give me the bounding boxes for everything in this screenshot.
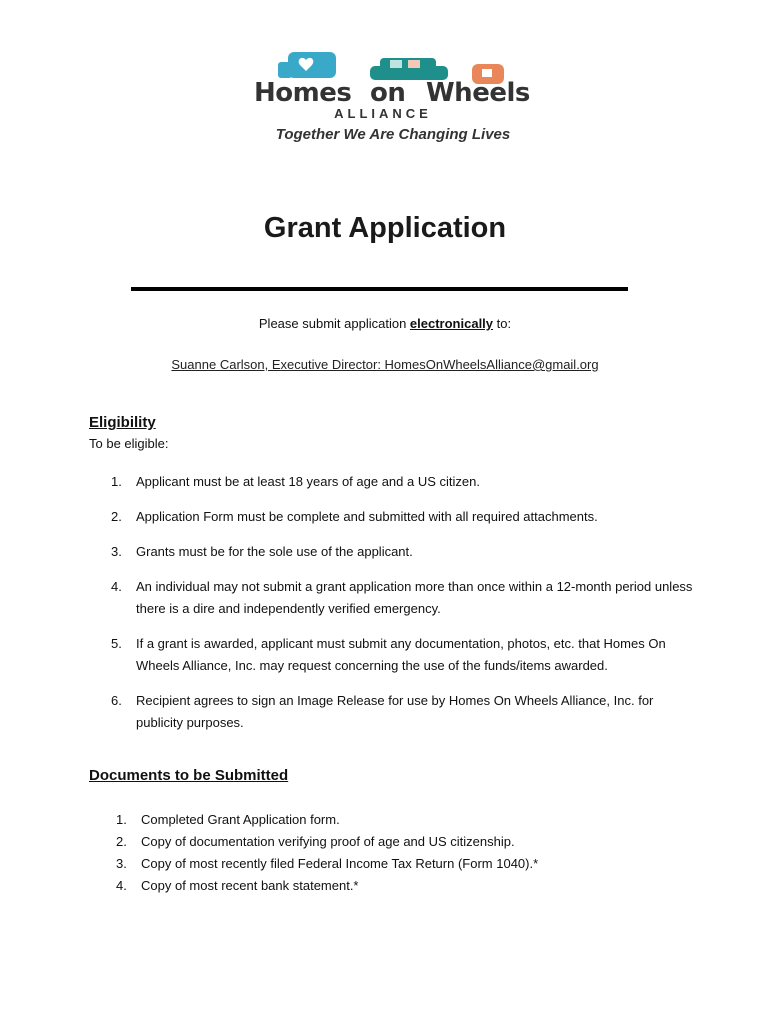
item-text: Copy of most recent bank statement.* (141, 878, 359, 893)
list-item (111, 633, 701, 677)
logo-tagline: Together We Are Changing Lives (275, 126, 511, 143)
title-divider (131, 287, 628, 291)
item-text: If a grant is awarded, applicant must submit any documentation, photos, etc. that Homes On Wheels Alliance, Inc. may request concerning the use of the funds/items awarded. (136, 636, 666, 673)
logo-word-on: on (370, 78, 406, 108)
list-item (116, 831, 676, 853)
item-text: Copy of documentation verifying proof of age and US citizenship. (141, 834, 515, 849)
list-item (111, 541, 701, 563)
item-number: 4. (116, 878, 127, 893)
item-text: Recipient agrees to sign an Image Release for use by Homes On Wheels Alliance, Inc. for publicity purposes. (136, 693, 654, 730)
list-item (116, 853, 676, 875)
item-number: 6. (111, 693, 122, 708)
list-item (111, 690, 701, 734)
list-item (111, 506, 701, 528)
passenger-icon (408, 60, 420, 68)
eligibility-list (111, 471, 701, 747)
logo-word-homes: Homes (254, 78, 352, 108)
item-number: 1. (111, 474, 122, 489)
list-item (116, 809, 676, 831)
list-item (116, 875, 676, 897)
list-item (111, 576, 701, 620)
organization-logo (240, 48, 540, 148)
page-title: Grant Application (263, 212, 507, 244)
item-number: 5. (111, 636, 122, 651)
item-number: 2. (111, 509, 122, 524)
submit-suffix: to: (493, 316, 512, 331)
list-item (111, 471, 701, 493)
submit-prefix: Please submit application (258, 316, 410, 331)
item-number: 4. (111, 579, 122, 594)
submit-emphasis: electronically (409, 316, 494, 331)
eligibility-heading: Eligibility (89, 414, 156, 431)
contact-line[interactable]: Suanne Carlson, Executive Director: HomesOnWheelsAlliance@gmail.org (171, 357, 599, 372)
submit-instruction (0, 316, 770, 331)
item-text: Applicant must be at least 18 years of age and a US citizen. (136, 474, 480, 489)
item-text: Completed Grant Application form. (141, 812, 340, 827)
documents-list (116, 809, 676, 897)
logo-alliance: ALLIANCE (334, 106, 432, 121)
documents-heading: Documents to be Submitted (89, 767, 289, 784)
item-number: 2. (116, 834, 127, 849)
item-number: 1. (116, 812, 127, 827)
item-text: Grants must be for the sole use of the applicant. (136, 544, 413, 559)
item-text: Copy of most recently filed Federal Income Tax Return (Form 1040).* (141, 856, 539, 871)
item-number: 3. (111, 544, 122, 559)
item-number: 3. (116, 856, 127, 871)
logo-word-wheels: Wheels (426, 78, 530, 108)
item-text: An individual may not submit a grant application more than once within a 12-month period unless there is a dire and independently verified emergency. (136, 579, 693, 616)
item-text: Application Form must be complete and submitted with all required attachments. (136, 509, 598, 524)
eligibility-intro: To be eligible: (89, 436, 169, 451)
